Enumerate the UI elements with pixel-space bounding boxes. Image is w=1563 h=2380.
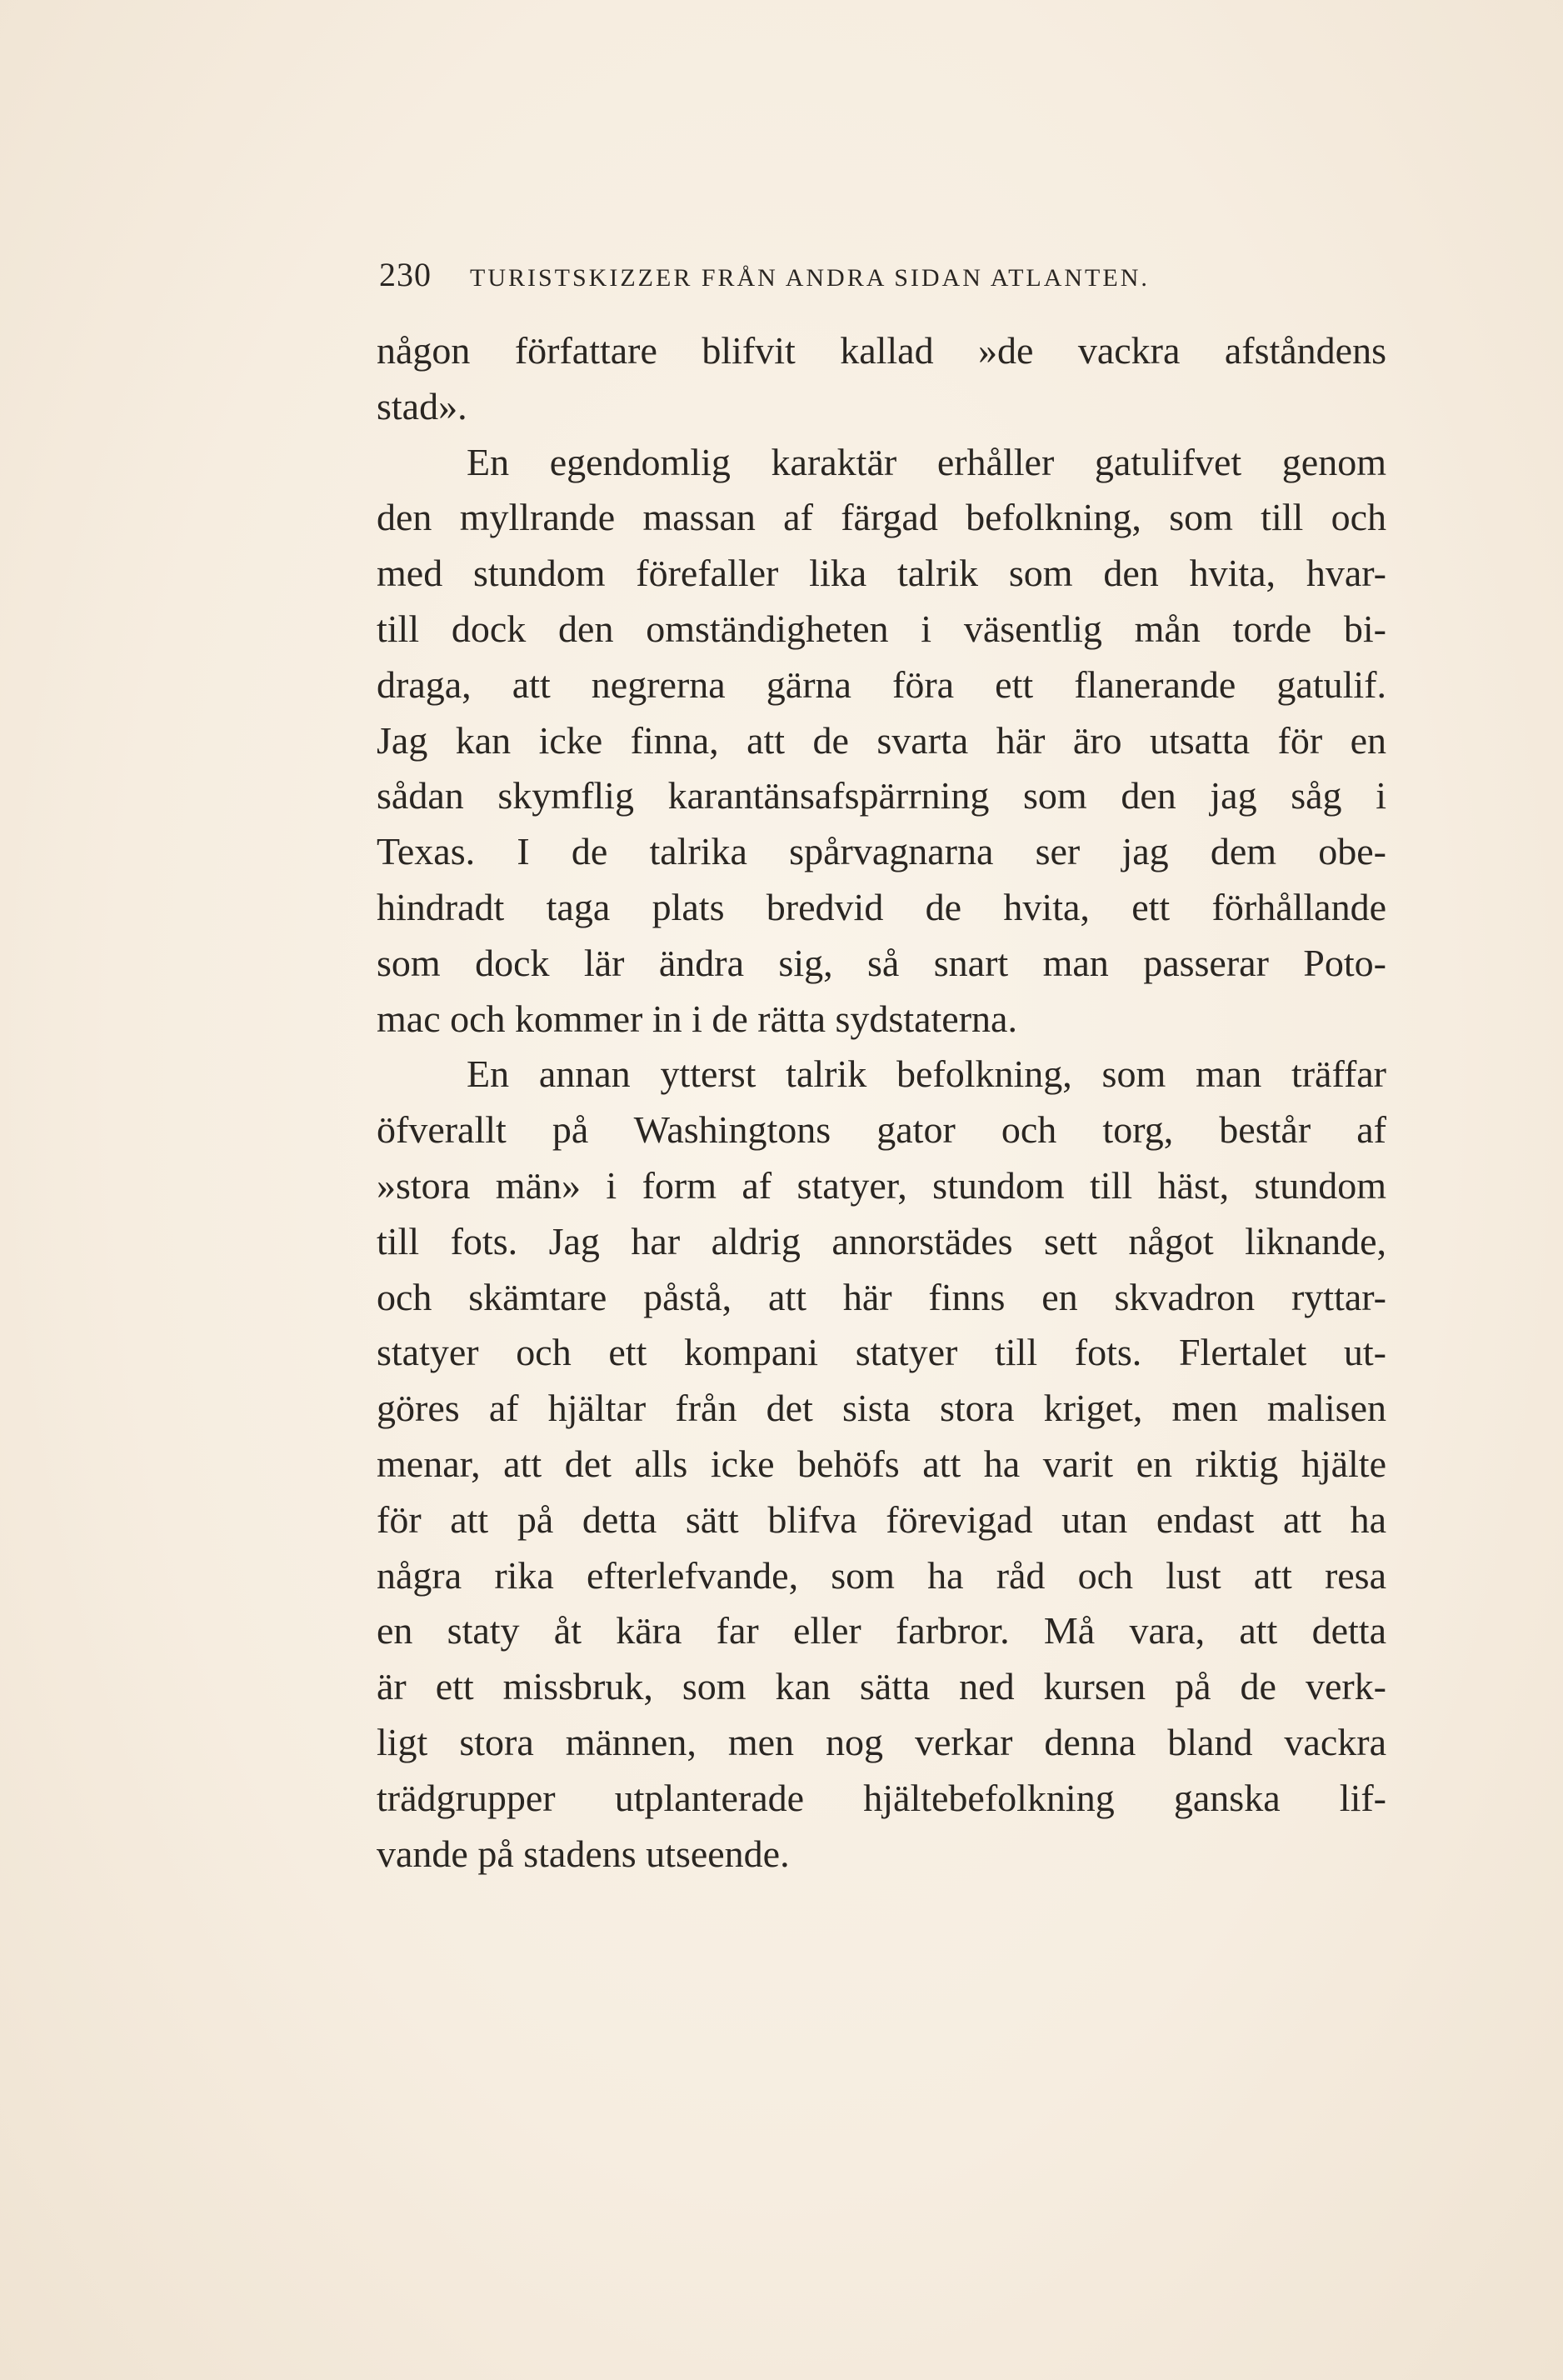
text-line: Jag kan icke finna, att de svarta här äro utsatta för en: [377, 718, 1386, 762]
paragraph: [377, 435, 1386, 1048]
text-line: ligt stora männen, men nog verkar denna bland vackra: [377, 1720, 1386, 1763]
text-line: med stundom förefaller lika talrik som den hvita, hvar-: [377, 552, 1386, 595]
text-line: hindradt taga plats bredvid de hvita, ett förhållande: [377, 885, 1386, 928]
text-line: trädgrupper utplanterade hjältebefolkning ganska lif-: [377, 1776, 1386, 1819]
text-line: mac och kommer in i de rätta sydstaterna.: [377, 997, 1017, 1040]
text-line: statyer och ett kompani statyer till fots. Flertalet ut-: [377, 1331, 1386, 1374]
running-head: [379, 255, 1387, 302]
page-number: 230: [379, 256, 432, 293]
text-line: någon författare blifvit kallad »de vackra afståndens: [377, 329, 1386, 372]
text-line: och skämtare påstå, att här finns en skvadron ryttar-: [377, 1275, 1386, 1318]
text-line: som dock lär ändra sig, så snart man passerar Poto-: [377, 941, 1386, 984]
text-line: är ett missbruk, som kan sätta ned kursen på de verk-: [377, 1665, 1386, 1708]
text-line: menar, att det alls icke behöfs att ha varit en riktig hjälte: [377, 1442, 1386, 1485]
running-title: TURISTSKIZZER FRÅN ANDRA SIDAN ATLANTEN.: [470, 264, 1150, 292]
text-line: En annan ytterst talrik befolkning, som man träffar: [467, 1052, 1386, 1096]
text-line: öfverallt på Washingtons gator och torg, består af: [377, 1108, 1386, 1152]
text-line: den myllrande massan af färgad befolkning, som till och: [377, 496, 1386, 539]
text-line: vande på stadens utseende.: [377, 1832, 790, 1875]
text-line: göres af hjältar från det sista stora kriget, men malisen: [377, 1387, 1386, 1430]
text-line: sådan skymflig karantänsafspärrning som den jag såg i: [377, 774, 1386, 818]
text-line: draga, att negrerna gärna föra ett flanerande gatulif.: [377, 662, 1386, 706]
body-text: [377, 323, 1386, 1882]
text-line: »stora män» i form af statyer, stundom till häst, stundom: [377, 1163, 1386, 1207]
paragraph: [377, 323, 1386, 435]
text-line: till dock den omständigheten i väsentlig mån torde bi-: [377, 607, 1386, 650]
text-line: till fots. Jag har aldrig annorstädes sett något liknande,: [377, 1219, 1386, 1262]
text-line: några rika efterlefvande, som ha råd och lust att resa: [377, 1553, 1386, 1597]
text-line: en staty åt kära far eller farbror. Må vara, att detta: [377, 1609, 1386, 1652]
text-line: En egendomlig karaktär erhåller gatulifvet genom: [467, 440, 1386, 483]
text-line: Texas. I de talrika spårvagnarna ser jag dem obe-: [377, 830, 1386, 873]
text-line: för att på detta sätt blifva förevigad utan endast att ha: [377, 1498, 1386, 1541]
paragraph: [377, 1047, 1386, 1882]
text-line: stad».: [377, 384, 467, 428]
